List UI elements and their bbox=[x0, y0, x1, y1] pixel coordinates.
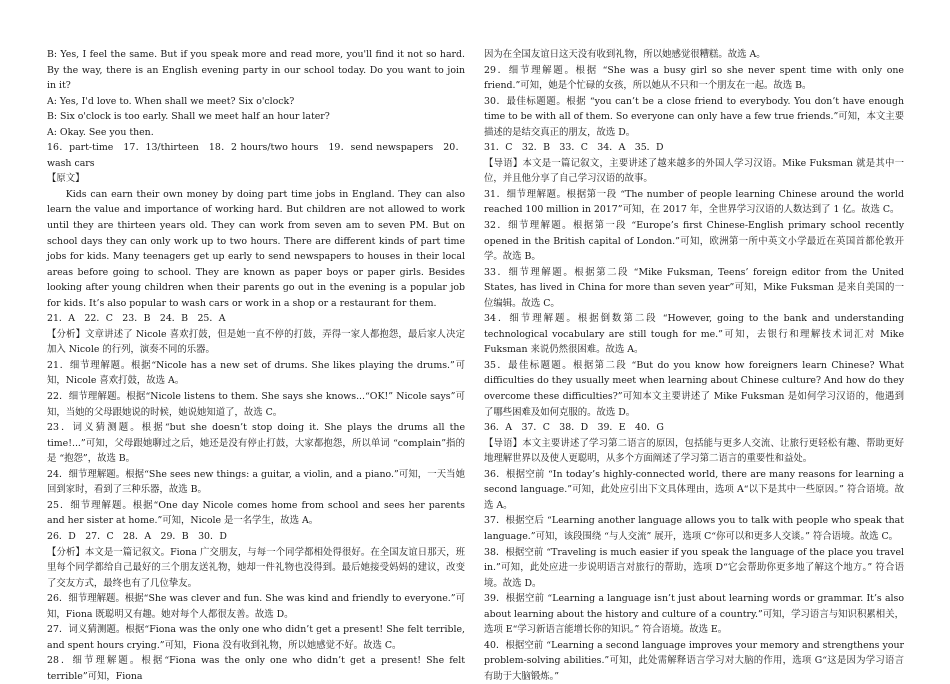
explanation-28: 28．细节理解题。根据“Fiona was the only one who didn’t get a present! She felt terrible”可知，Fiona bbox=[47, 655, 465, 682]
left-column bbox=[47, 47, 465, 684]
explanation-29: 29．细节理解题。根据 “She was a busy girl so she never spent time with only one friend.”可知，她是个忙碌的女孩，所以她从不只和一个朋友在一起。故选 B。 bbox=[484, 64, 904, 92]
explanation-30: 30．最佳标题题。根据 “you can’t be a close friend to everybody. You don’t have enough time to be with all of them. So everyone can only have a few true friends.”可知，本文主要描述的是结交真正的朋友，故选 D。 bbox=[484, 95, 904, 138]
analysis-paragraph: 【分析】文章讲述了 Nicole 喜欢打鼓，但是她一直不停的打鼓，弄得一家人都抱怨，最后家人决定加入 Nicole 的行列，演奏不同的乐器。 bbox=[47, 328, 465, 356]
explanation-24: 24．细节理解题。根据“She sees new things: a guitar, a violin, and a piano.”可知，一天当她回到家时，看到了三种乐器，故选 B。 bbox=[47, 468, 465, 496]
answer-key-21-25: 21．A 22．C 23．B 24．B 25．A bbox=[47, 313, 226, 325]
explanation-31: 31．细节理解题。根据第一段 “The number of people learning Chinese around the world reached 100 million in 2017”可知，在 2017 年，全世界学习汉语的人数达到了 1 亿。故选 C。 bbox=[484, 188, 904, 216]
explanation-27: 27．词义猜测题。根据“Fiona was the only one who didn’t get a present! She felt terrible, and spent hours crying.”可知，Fiona 没有收到礼物，所以她感觉不好。故选 C。 bbox=[47, 624, 465, 651]
explanation-36: 36．根据空前 “In today’s highly-connected world, there are many reasons for learning a second language.”可知，此处应引出下文具体理由，选项 A“以下是其中一些原因。” 符合语境。故选 A。 bbox=[484, 468, 904, 511]
answer-key-31-35: 31．C 32．B 33．C 34．A 35．D bbox=[484, 142, 664, 154]
dialogue-line: B: Six o'clock is too early. Shall we meet half an hour later? bbox=[47, 111, 330, 123]
dialogue-line: A: Yes, I'd love to. When shall we meet? Six o'clock? bbox=[47, 95, 295, 107]
dialogue-line: B: Yes, I feel the same. But if you speak more and read more, you'll find it not so hard. By the way, there is an English evening party in our school today. Do you want to join in it? bbox=[47, 49, 465, 92]
answer-key-26-30: 26．D 27．C 28．A 29．B 30．D bbox=[47, 530, 227, 542]
section-heading: 【原文】 bbox=[47, 173, 85, 185]
explanation-21: 21．细节理解题。根据“Nicole has a new set of drums. She likes playing the drums.”可知，Nicole 喜欢打鼓，故选 A。 bbox=[47, 359, 465, 387]
explanation-26: 26．细节理解题。根据“She was clever and fun. She was kind and friendly to everyone.”可知，Fiona 既聪明又有趣。她对每个人都很友善。故选 D。 bbox=[47, 593, 465, 620]
explanation-32: 32．细节理解题。根据第一段 “Europe’s first Chinese-English primary school recently opened in the British capital of London.”可知，欧洲第一所中英文小学最近在英国首都伦敦开学。故选 B。 bbox=[484, 220, 904, 263]
explanation-35: 35．最佳标题题。根据第二段 “But do you know how foreigners learn Chinese? What difficulties do they usually meet when learning about Chinese culture? And how do they overcome these difficulties?”可知本文主要讲述了 Mike Fuksman 是如何学习汉语的，他遇到了哪些困难及如何克服的。故选 D。 bbox=[484, 359, 904, 418]
explanation-39: 39．根据空前 “Learning a language isn’t just about learning words or grammar. It’s also about learning about the history and culture of a country.”可知，学习语言与知识积累相关，选项 E“学习新语言能增长你的知识。” 符合语境。故选 E。 bbox=[484, 593, 904, 636]
intro-paragraph: 【导语】本文主要讲述了学习第二语言的原因，包括能与更多人交流、让旅行更轻松有趣、帮助更好地理解世界以及使人更聪明，从多个方面阐述了学习第二语言的重要性和益处。 bbox=[484, 437, 904, 465]
explanation-40: 40．根据空前 “Learning a second language improves your memory and strengthens your problem-solving abilities.”可知，此处需解释语言学习对大脑的作用，选项 G“这是因为学习语言有助于大脑锻炼。” bbox=[484, 639, 904, 682]
transcript-paragraph: Kids can earn their own money by doing part time jobs in England. They can also learn the value and importance of working hard. But children are not allowed to work until they are thirteen years old. They can work from seven am to seven PM. But on school days they can only work up to two hours. There are different kinds of part time jobs for kids. Many teenagers get up early to send newspapers to houses in their local areas before going to school. They are known as paper boys or paper girls. Besides looking after young children when their parents go out in the evening is a popular job for kids. It’s also popular to wash cars or work in a shop or a restaurant for them. bbox=[47, 188, 465, 309]
intro-paragraph: 【导语】本文是一篇记叙文，主要讲述了越来越多的外国人学习汉语。Mike Fuksman 就是其中一位，并且他分享了自己学习汉语的故事。 bbox=[484, 157, 904, 185]
explanation-25: 25．细节理解题。根据“One day Nicole comes home from school and sees her parents and her sister at home.”可知，Nicole 是一名学生，故选 A。 bbox=[47, 499, 465, 527]
explanation-28-cont: 因为在全国友谊日这天没有收到礼物，所以她感觉很糟糕。故选 A。 bbox=[484, 49, 766, 60]
explanation-22: 22．细节理解题。根据“Nicole listens to them. She says she knows...“OK!” Nicole says”可知，当她的父母跟她说的时候，她说她知道了，故选 C。 bbox=[47, 391, 465, 418]
answer-key-16-20: 16．part-time 17．13/thirteen 18．2 hours/two hours 19．send newspapers 20．wash cars bbox=[47, 142, 465, 169]
explanation-38: 38．根据空前 “Traveling is much easier if you speak the language of the place you travel in.”可知，此处应进一步说明语言对旅行的帮助，选项 D“它会帮助你更多地了解这个地方。” 符合语境。故选 D。 bbox=[484, 546, 904, 589]
explanation-37: 37．根据空后 “Learning another language allows you to talk with people who speak that language.”可知，该段围绕 “与人交流” 展开，选项 C“你可以和更多人交谈。” 符合语境。故选 C。 bbox=[484, 515, 904, 542]
analysis-paragraph: 【分析】本文是一篇记叙文。Fiona 广交朋友，与每一个同学都相处得很好。在全国友谊日那天，班里每个同学都给自己最好的三个朋友送礼物，她却一件礼物也没得到。最后她接受妈妈的建议，改变了交友方式，最终也有了几位挚友。 bbox=[47, 546, 465, 589]
explanation-23: 23．词义猜测题。根据“but she doesn’t stop doing it. She plays the drums all the time!...”可知，父母跟她聊过之后，她还是没有停止打鼓，大家都抱怨，所以单词 “complain”指的是 “抱怨”，故选 B。 bbox=[47, 422, 465, 465]
explanation-33: 33．细节理解题。根据第二段 “Mike Fuksman, Teens’ foreign editor from the United States, has lived in China for more than seven year”可知，Mike Fuksman 是来自美国的一位编辑。故选 C。 bbox=[484, 266, 904, 309]
explanation-34: 34．细节理解题。根据倒数第二段 “However, going to the bank and understanding technological vocabulary are still tough for me.”可知，去银行和理解技术词汇对 Mike Fuksman 来说仍然很困难。故选 A。 bbox=[484, 313, 904, 356]
dialogue-line: A: Okay. See you then. bbox=[47, 126, 154, 138]
answer-key-36-40: 36．A 37．C 38．D 39．E 40．G bbox=[484, 422, 664, 434]
right-column bbox=[484, 47, 904, 684]
